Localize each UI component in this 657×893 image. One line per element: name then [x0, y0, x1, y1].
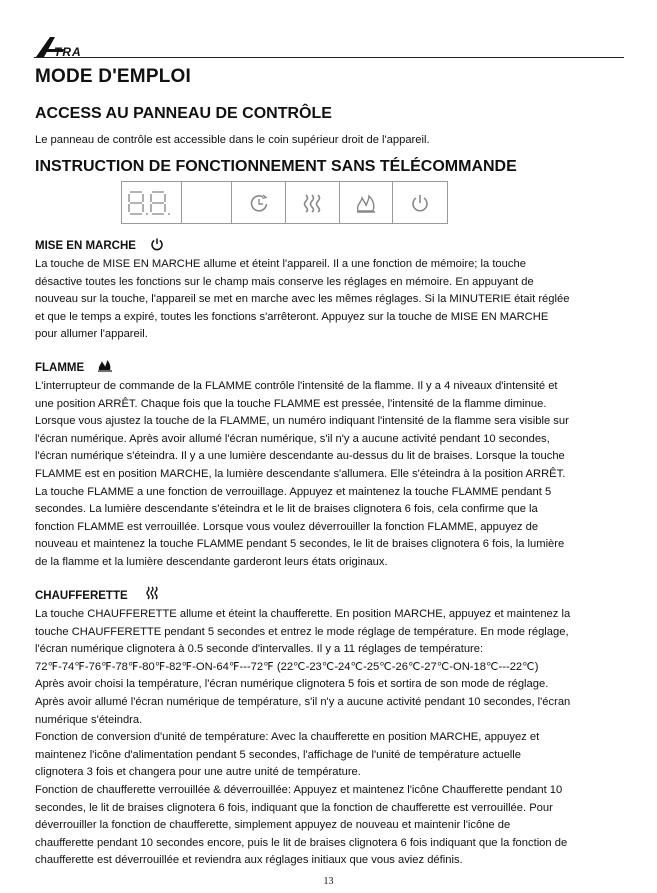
panel-timer-button	[232, 182, 286, 223]
panel-heater-button	[286, 182, 340, 223]
panel-power-button	[393, 182, 447, 223]
power-section-title: MISE EN MARCHE	[35, 240, 136, 252]
heater-text: La touche CHAUFFERETTE allume et éteint la chaufferette. En position MARCHE, appuyez et maintenez la touche CHAUFFERETTE pendant 5 secondes et entrez le mode réglage de température. En mode réglage, l'écran numérique clignotera à 0.5 seconde d'intervalles. Il y a 11 réglages de température: 72℉-74℉-76℉-78℉-80℉-82℉-ON-64℉---72℉ (22℃-23℃-24℃-25℃-26℃-27℃-ON-18℃---22℃) Après avoir choisi la température, l'écran numérique clignotera 5 fois et sortira de son mode de réglage. Après avoir allumé l'écran numérique de température, s'il n'y a aucune activité pendant 10 secondes, l'écran numérique s'éteindra. Fonction de conversion d'unité de température: Avec la chaufferette en position MARCHE, appuyez et maintenez l'icône d'alimentation pendant 5 secondes, l'affichage de l'unité de température actuelle clignotera 3 fois et changera pour une autre unité de température. Fonction de chaufferette verrouillée & déverrouillée: Appuyez et maintenez l'icône Chaufferette pendant 10 secondes, le lit de braises clignotera 6 fois, indiquant que la fonction de chaufferette est verrouillée. Pour déverrouiller la fonction de chaufferette, simplement appuyez de nouveau et maintenir l'icône de chaufferette pendant 10 secondes encore, puis le lit de braises clignotera 6 fois indiquant que la fonction de chaufferette est déverrouillée et reviendra aux réglages initiaux que vous aviez définis.	[35, 608, 571, 867]
page-title: MODE D'EMPLOI	[35, 66, 191, 87]
display-icon	[124, 188, 178, 218]
heater-icon	[301, 192, 323, 214]
flame-icon	[97, 358, 113, 372]
heater-icon	[145, 586, 159, 600]
flame-section-title: FLAMME	[35, 362, 85, 374]
panel-display	[122, 182, 182, 223]
panel-flame-button	[340, 182, 394, 223]
power-icon	[150, 237, 164, 251]
access-text: Le panneau de contrôle est accessible dans le coin supérieur droit de l'appareil.	[35, 134, 430, 146]
panel-blank	[182, 182, 233, 223]
header-rule	[34, 57, 624, 58]
timer-icon	[248, 192, 270, 214]
page-number: 13	[323, 876, 334, 887]
power-icon	[409, 192, 431, 214]
access-heading: ACCESS AU PANNEAU DE CONTRÔLE	[35, 105, 332, 122]
flame-text: L'interrupteur de commande de la FLAMME contrôle l'intensité de la flamme. Il y a 4 niveaux d'intensité et une position ARRÊT. Chaque fois que la touche FLAMME est pressée, l'intensité de la flamme diminue. Lorsque vous ajustez la touche de la FLAMME, un numéro indiquant l'intensité de la flamme sera visible sur l'écran numérique. Après avoir allumé l'écran numérique, s'il n'y a aucune activité pendant 10 secondes, l'écran numérique s'éteindra. Il y a une lumière descendante au-dessus du lit de braises. Lorsque la touche FLAMME est en position MARCHE, la lumière descendante s'allumera. Elle s'éteindra à la position ARRÊT. La touche FLAMME a une fonction de verrouillage. Appuyez et maintenez la touche FLAMME pendant 5 secondes. La lumière descendante s'éteindra et le lit de braises clignotera 6 fois, cela confirme que la fonction FLAMME est verrouillée. Lorsque vous voulez déverrouiller la fonction FLAMME, appuyez de nouveau et maintenez la touche FLAMME pendant 5 secondes, le lit de braises clignotera 6 fois, la lumière de la flamme et la lumière descendante garderont leurs états originaux.	[35, 380, 569, 568]
heater-section-title: CHAUFFERETTE	[35, 590, 128, 602]
instruction-heading: INSTRUCTION DE FONCTIONNEMENT SANS TÉLÉCOMMANDE	[35, 158, 517, 175]
power-text: La touche de MISE EN MARCHE allume et éteint l'appareil. Il a une fonction de mémoire; la touche désactive toutes les fonctions sur le champ mais conserve les réglages en mémoire. En appuyant de nouveau sur la touche, l'appareil se met en marche avec les mêmes réglages. Si la MINUTERIE était réglée et que le temps a expiré, toutes les fonctions s'arrêteront. Appuyez sur la touche de MISE EN MARCHE pour allumer l'appareil.	[35, 258, 570, 341]
flame-icon	[354, 192, 378, 214]
svg-text:TRA: TRA	[54, 45, 82, 58]
control-panel	[121, 181, 448, 224]
atra-logo	[34, 34, 114, 58]
